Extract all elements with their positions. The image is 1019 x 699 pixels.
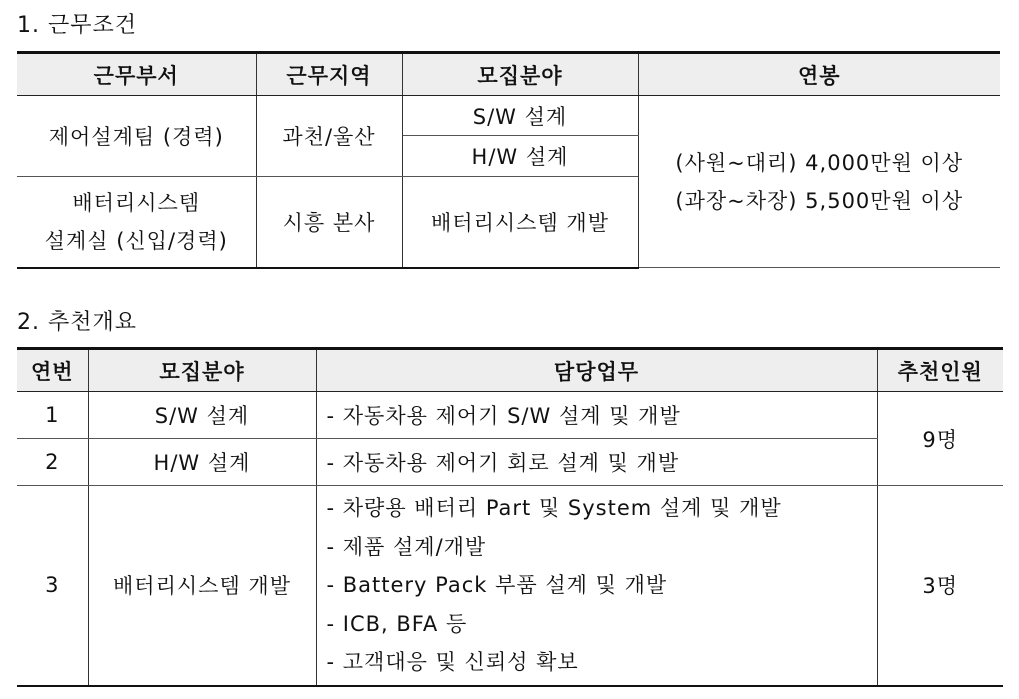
- dept-battery-line1: 배터리시스템: [72, 190, 201, 215]
- row-field: 배터리시스템 개발: [88, 486, 316, 686]
- header-salary: 연봉: [638, 53, 1000, 96]
- row-field: S/W 설계: [88, 392, 316, 439]
- section2-title: 2. 추천개요: [17, 310, 137, 335]
- field-sw-design: S/W 설계: [402, 96, 638, 136]
- header-location: 근무지역: [256, 53, 402, 96]
- dept-battery-line2: 설계실 (신입/경력): [44, 228, 228, 253]
- duty-item: - Battery Pack 부품 설계 및 개발: [326, 573, 668, 597]
- row-no: 1: [17, 392, 88, 439]
- row-duty: - 자동차용 제어기 S/W 설계 및 개발: [316, 392, 877, 439]
- row-field: H/W 설계: [88, 439, 316, 486]
- row-duty-list: [316, 486, 877, 686]
- header-field: 모집분야: [402, 53, 638, 96]
- salary-line-staff: (사원~대리) 4,000만원 이상: [675, 150, 964, 175]
- location-gwacheon-ulsan: 과천/울산: [256, 96, 402, 177]
- field-hw-design: H/W 설계: [402, 136, 638, 177]
- salary-line-manager: (과장~차장) 5,500만원 이상: [675, 188, 964, 213]
- field-battery-dev: 배터리시스템 개발: [402, 177, 638, 268]
- header-field: 모집분야: [88, 349, 316, 392]
- dept-control-design: 제어설계팀 (경력): [17, 96, 256, 177]
- dept-battery-system: [17, 177, 256, 268]
- recommendation-table: [17, 347, 1003, 687]
- duty-item: - ICB, BFA 등: [326, 611, 468, 636]
- duty-item: - 제품 설계/개발: [326, 534, 487, 559]
- header-duties: 담당업무: [316, 349, 877, 392]
- row-no: 2: [17, 439, 88, 486]
- header-count: 추천인원: [877, 349, 1003, 392]
- header-no: 연번: [17, 349, 88, 392]
- duty-item: - 차량용 배터리 Part 및 System 설계 및 개발: [326, 496, 782, 520]
- row-duty: - 자동차용 제어기 회로 설계 및 개발: [316, 439, 877, 486]
- section1-title: 1. 근무조건: [17, 13, 137, 38]
- header-dept: 근무부서: [17, 53, 256, 96]
- row-no: 3: [17, 486, 88, 686]
- duty-item: - 고객대응 및 신뢰성 확보: [326, 650, 579, 674]
- count-battery: 3명: [877, 486, 1003, 686]
- location-siheung: 시흥 본사: [256, 177, 402, 268]
- work-conditions-table: [17, 51, 1000, 269]
- salary-cell: [638, 96, 1000, 268]
- count-sw-hw: 9명: [877, 392, 1003, 486]
